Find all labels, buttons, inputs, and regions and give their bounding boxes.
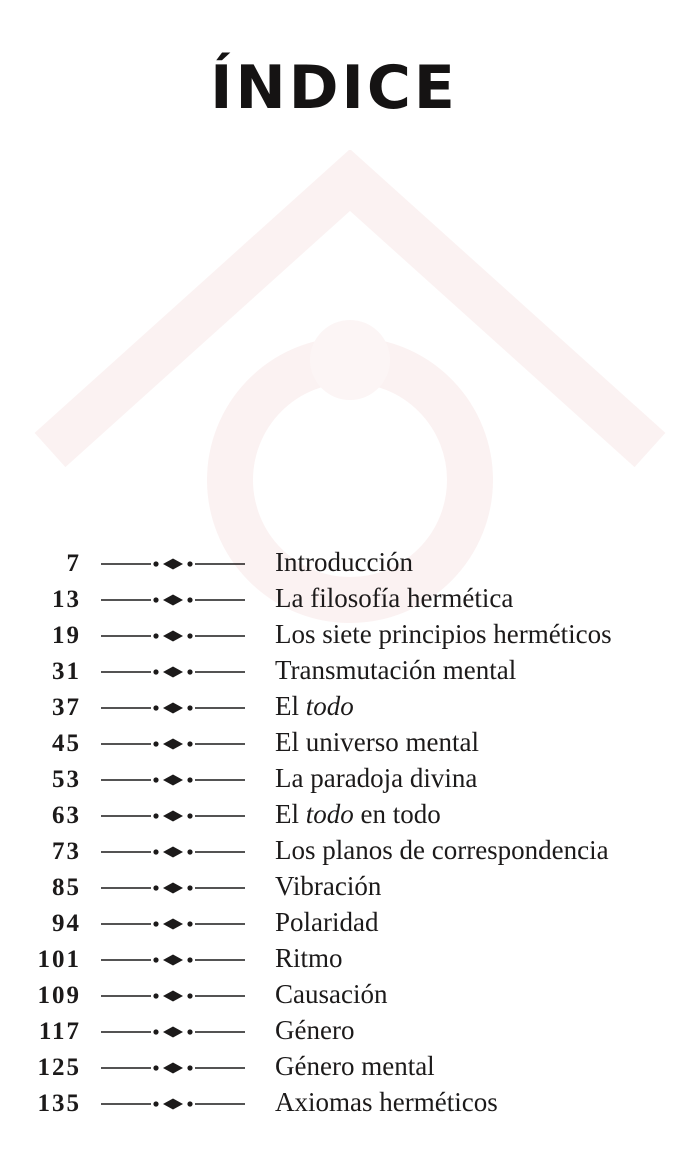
dot-diamond-dot-divider-icon — [101, 1022, 261, 1042]
toc-entry-title — [275, 797, 441, 831]
dot-diamond-dot-divider-icon — [101, 878, 261, 898]
dot-diamond-dot-divider-icon — [101, 554, 261, 574]
toc-page-number: 13 — [52, 586, 81, 613]
title-italic: todo — [305, 691, 354, 721]
title-prefix: El — [275, 799, 306, 829]
toc-page-number: 85 — [52, 874, 81, 901]
toc-entry-title: Los siete principios herméticos — [275, 619, 612, 649]
toc-row — [0, 761, 700, 797]
toc-entry-title: La filosofía hermética — [275, 583, 514, 613]
toc-row — [0, 1085, 700, 1121]
toc-row — [0, 833, 700, 869]
toc-entry-title: Polaridad — [275, 907, 379, 937]
toc-page-number: 125 — [37, 1054, 81, 1081]
toc-entry-title: Causación — [275, 979, 388, 1009]
toc-entry-title: Ritmo — [275, 943, 343, 973]
dot-diamond-dot-divider-icon — [101, 914, 261, 934]
toc-entry-title: Género mental — [275, 1051, 435, 1081]
dot-diamond-dot-divider-icon — [101, 662, 261, 682]
toc-entry-title: Vibración — [275, 871, 382, 901]
toc-page-number: 73 — [52, 838, 81, 865]
toc-row — [0, 977, 700, 1013]
dot-diamond-dot-divider-icon — [101, 1058, 261, 1078]
toc-page-number: 31 — [52, 658, 81, 685]
toc-entry-title: Introducción — [275, 547, 413, 577]
dot-diamond-dot-divider-icon — [101, 950, 261, 970]
title-italic: todo — [305, 799, 354, 829]
toc-page-number: 101 — [37, 946, 81, 973]
toc-entry-title: Los planos de correspondencia — [275, 835, 609, 865]
toc-page-number: 63 — [52, 802, 81, 829]
toc-row — [0, 725, 700, 761]
toc-page-number: 53 — [52, 766, 81, 793]
dot-diamond-dot-divider-icon — [101, 986, 261, 1006]
page-title: ÍNDICE — [210, 53, 458, 123]
dot-diamond-dot-divider-icon — [101, 590, 261, 610]
toc-row — [0, 581, 700, 617]
toc-row — [0, 689, 700, 725]
toc-row — [0, 1049, 700, 1085]
table-of-contents — [0, 545, 700, 1121]
toc-page-number: 45 — [52, 730, 81, 757]
toc-entry-title: La paradoja divina — [275, 763, 478, 793]
toc-entry-title: Género — [275, 1015, 355, 1045]
dot-diamond-dot-divider-icon — [101, 698, 261, 718]
toc-row — [0, 941, 700, 977]
toc-page-number: 117 — [38, 1018, 81, 1045]
title-prefix: El — [275, 691, 306, 721]
toc-entry-title: Transmutación mental — [275, 655, 517, 685]
toc-entry-title: Axiomas herméticos — [275, 1087, 498, 1117]
toc-row — [0, 1013, 700, 1049]
toc-page-number: 94 — [52, 910, 81, 937]
dot-diamond-dot-divider-icon — [101, 842, 261, 862]
dot-diamond-dot-divider-icon — [101, 1094, 261, 1114]
dot-diamond-dot-divider-icon — [101, 734, 261, 754]
toc-row — [0, 905, 700, 941]
toc-page-number: 109 — [37, 982, 81, 1009]
toc-row — [0, 653, 700, 689]
toc-row — [0, 617, 700, 653]
toc-page-number: 7 — [66, 550, 81, 577]
dot-diamond-dot-divider-icon — [101, 770, 261, 790]
toc-page-number: 37 — [52, 694, 81, 721]
toc-entry-title — [275, 689, 354, 723]
toc-entry-title: El universo mental — [275, 727, 479, 757]
toc-row — [0, 869, 700, 905]
toc-page-number: 19 — [52, 622, 81, 649]
title-suffix: en todo — [353, 799, 441, 829]
toc-row — [0, 545, 700, 581]
dot-diamond-dot-divider-icon — [101, 626, 261, 646]
toc-page-number: 135 — [37, 1090, 81, 1117]
toc-row — [0, 797, 700, 833]
dot-diamond-dot-divider-icon — [101, 806, 261, 826]
